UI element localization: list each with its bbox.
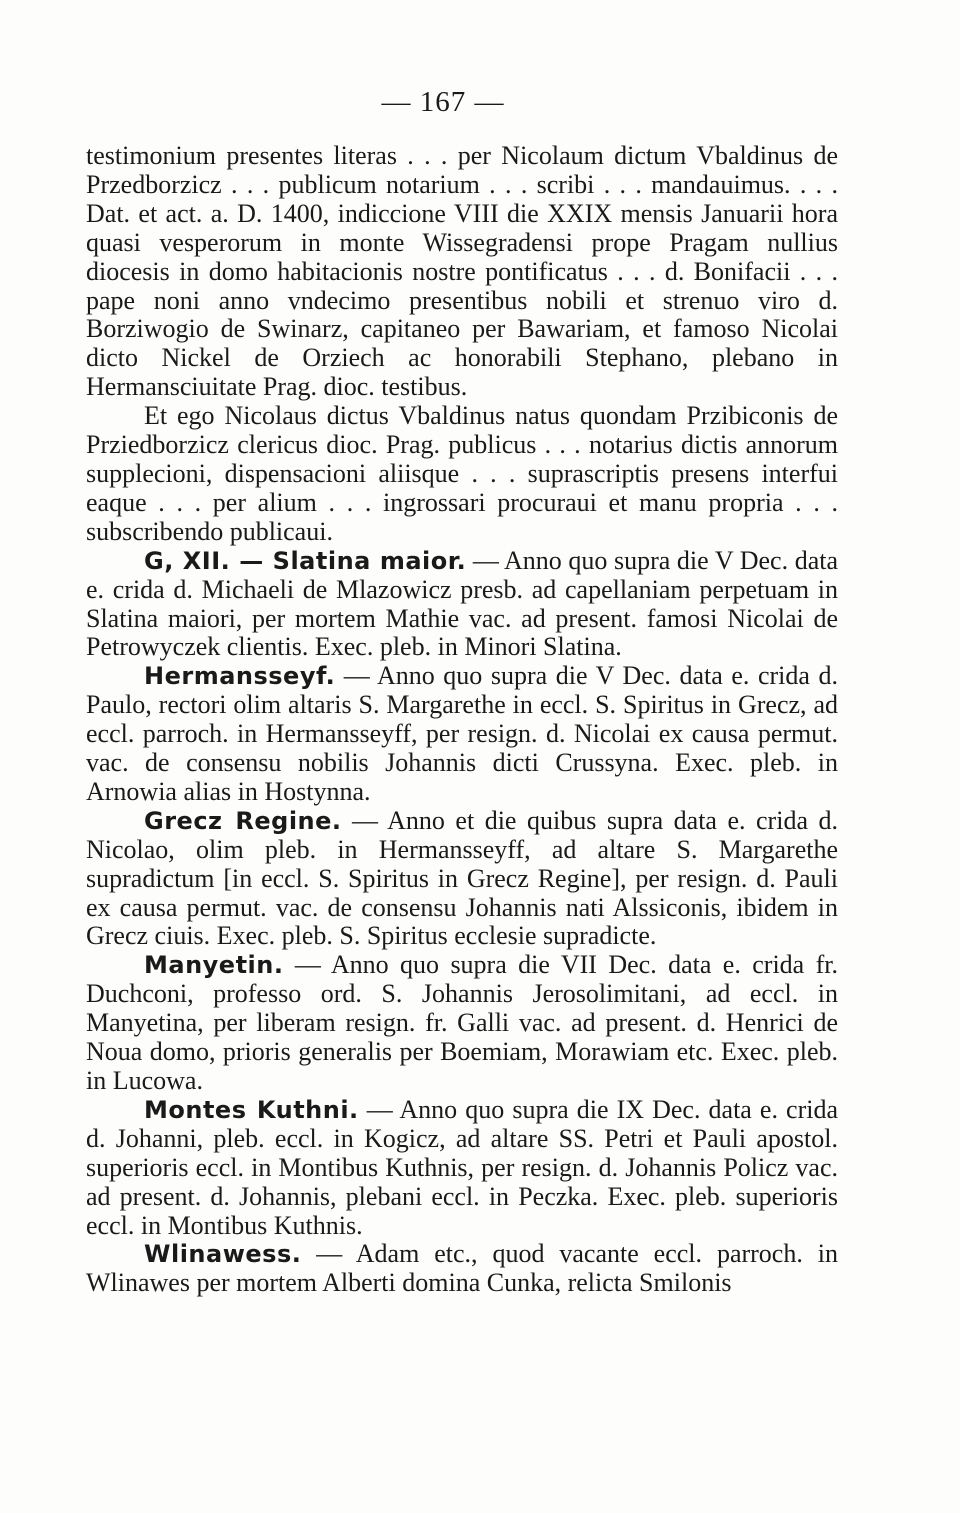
entry-text: — Anno quo supra die V Dec. data e. crida d. Paulo, rectori olim altaris S. Margarethe in eccl. S. Spiritus in Grecz, ad eccl. parroch. in Hermansseyff, per resign. d. Nicolai ex causa permut. vac. de consensu nobilis Johannis dicti Crussyna. Exec. pleb. in Arnowia alias in Hostynna. — [86, 661, 838, 806]
entry-slatina-maior — [86, 547, 838, 663]
entry-text: — Anno quo supra die VII Dec. data e. crida fr. Duchconi, professo ord. S. Johannis Jerosolimitani, ad eccl. in Manyetina, per liberam resign. fr. Galli vac. ad present. d. Henrici de Noua domo, prioris generalis per Boemiam, Morawiam etc. Exec. pleb. in Lucowa. — [86, 950, 838, 1095]
paragraph: testimonium presentes literas . . . per Nicolaum dictum Vbaldinus de Przedborzicz . . . publicum notarium . . . scribi . . . mandauimus. . . . Dat. et act. a. D. 1400, indiccione VIII die XXIX mensis Januarii hora quasi vesperorum in monte Wissegradensi prope Pragam nullius diocesis in domo habitacionis nostre pontificatus . . . d. Bonifacii . . . pape noni anno vndecimo presentibus nobili et strenuo viro d. Borziwogio de Swinarz, capitaneo per Bawariam, et famoso Nicolai dicto Nickel de Orziech ac honorabili Stephano, plebano in Hermansciuitate Prag. dioc. testibus. — [86, 141, 838, 402]
entry-heading: Grecz Regine. — [144, 806, 342, 835]
entry-heading: Montes Kuthni. — [144, 1095, 359, 1124]
entry-heading: Hermansseyf. — [144, 662, 336, 691]
entry-heading: G, XII. — Slatina maior. — [144, 546, 467, 575]
entry-text: — Anno quo supra die V Dec. data e. crida d. Michaeli de Mlazowicz presb. ad capellaniam perpetuam in Slatina maiori, per mortem Mathie vac. ad present. famosi Nicolai de Petrowyczek clientis. Exec. pleb. in Minori Slatina. — [86, 545, 838, 662]
entry-heading: Manyetin. — [144, 951, 284, 980]
entry-wlinawess — [86, 1240, 838, 1298]
entry-text: — Adam etc., quod vacante eccl. parroch. in Wlinawes per mortem Alberti domina Cunka, relicta Smilonis — [86, 1239, 838, 1298]
entry-text: — Anno et die quibus supra data e. crida d. Nicolao, olim pleb. in Hermansseyff, ad altare S. Margarethe supradictum [in eccl. S. Spiritus in Grecz Regine], per resign. d. Pauli ex causa permut. vac. de consensu Johannis nati Alssiconis, ibidem in Grecz ciuis. Exec. pleb. S. Spiritus ecclesie supradicte. — [86, 805, 838, 951]
entry-manyetin — [86, 951, 838, 1096]
page-number: — 167 — — [381, 86, 505, 118]
entry-text: — Anno quo supra die IX Dec. data e. crida d. Johanni, pleb. eccl. in Kogicz, ad altare SS. Petri et Pauli apostol. superioris eccl. in Montibus Kuthnis, per resign. d. Johannis Policz vac. ad present. d. Johannis, plebani eccl. in Peczka. Exec. pleb. superioris eccl. in Montibus Kuthnis. — [86, 1094, 838, 1240]
text-body — [86, 142, 838, 1298]
entry-montes-kuthni — [86, 1096, 838, 1241]
paragraph: Et ego Nicolaus dictus Vbaldinus natus quondam Przibiconis de Prziedborzicz clericus dioc. Prag. publicus . . . notarius dictis annorum supplecioni, dispensacioni aliisque . . . suprascriptis presens interfui eaque . . . per alium . . . ingrossari procuraui et manu propria . . . subscribendo publicaui. — [86, 401, 838, 546]
entry-grecz-regine — [86, 807, 838, 952]
entry-hermansseyf — [86, 662, 838, 807]
entry-heading: Wlinawess. — [144, 1240, 302, 1269]
